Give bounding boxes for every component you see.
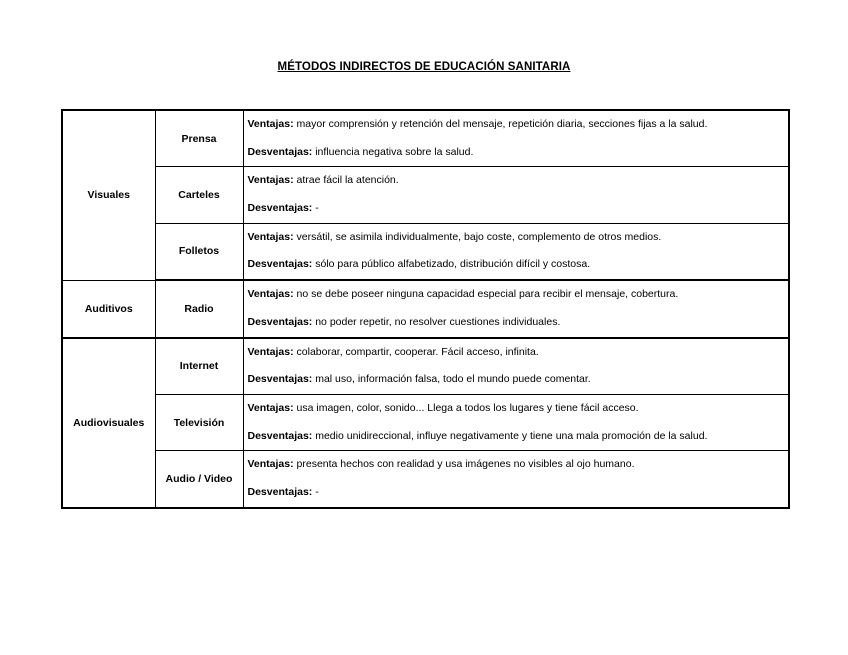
cons-label: Desventajas: <box>247 202 313 215</box>
details-cell <box>243 223 789 280</box>
table-row <box>62 110 789 167</box>
pros-label: Ventajas: <box>247 118 294 130</box>
pros-line <box>244 224 789 252</box>
cons-line <box>244 479 789 507</box>
pros-text: usa imagen, color, sonido... Llega a todos los lugares y tiene fácil acceso. <box>296 401 639 414</box>
methods-table <box>61 109 790 509</box>
pros-line <box>244 395 789 423</box>
pros-text: colaborar, compartir, cooperar. Fácil acceso, infinita. <box>296 345 539 358</box>
medium-cell: Audio / Video <box>155 451 243 508</box>
table-row <box>62 394 789 450</box>
cons-text: influencia negativa sobre la salud. <box>315 145 474 158</box>
cons-text: - <box>315 485 319 498</box>
cons-text: medio unidireccional, influye negativamente y tiene una mala promoción de la salud. <box>315 429 708 442</box>
pros-line <box>244 167 789 195</box>
pros-text: mayor comprensión y retención del mensaje, repetición diaria, secciones fijas a la salud. <box>296 118 708 130</box>
table-row <box>62 280 789 337</box>
cons-line <box>244 251 789 279</box>
details-cell <box>243 110 789 167</box>
cons-line <box>244 195 789 223</box>
pros-line <box>244 451 789 479</box>
pros-text: presenta hechos con realidad y usa imágenes no visibles al ojo humano. <box>296 458 635 471</box>
pros-line <box>244 111 789 139</box>
cons-label: Desventajas: <box>247 373 313 386</box>
cons-line <box>244 139 789 167</box>
cons-line <box>244 309 789 337</box>
category-cell: Auditivos <box>62 280 155 337</box>
pros-label: Ventajas: <box>247 288 294 301</box>
details-cell <box>243 451 789 508</box>
cons-text: mal uso, información falsa, todo el mundo puede comentar. <box>315 373 591 386</box>
medium-cell: Radio <box>155 280 243 337</box>
details-cell <box>243 167 789 223</box>
medium-cell: Carteles <box>155 167 243 223</box>
cons-label: Desventajas: <box>247 485 313 498</box>
pros-line <box>244 281 789 309</box>
page-title: MÉTODOS INDIRECTOS DE EDUCACIÓN SANITARIA <box>277 61 571 73</box>
category-cell: Audiovisuales <box>62 338 155 508</box>
cons-line <box>244 366 789 394</box>
pros-label: Ventajas: <box>247 230 294 243</box>
category-cell: Visuales <box>62 110 155 280</box>
medium-cell: Internet <box>155 338 243 395</box>
pros-label: Ventajas: <box>247 174 294 187</box>
pros-label: Ventajas: <box>247 401 294 414</box>
details-cell <box>243 338 789 395</box>
table-row <box>62 167 789 223</box>
table-row <box>62 338 789 395</box>
cons-label: Desventajas: <box>247 429 313 442</box>
cons-label: Desventajas: <box>247 145 313 158</box>
pros-text: versátil, se asimila individualmente, bajo coste, complemento de otros medios. <box>296 230 662 243</box>
table-row <box>62 451 789 508</box>
cons-label: Desventajas: <box>247 315 313 328</box>
pros-line <box>244 339 789 367</box>
pros-label: Ventajas: <box>247 458 294 471</box>
pros-text: atrae fácil la atención. <box>296 174 399 187</box>
cons-label: Desventajas: <box>247 258 313 271</box>
medium-cell: Folletos <box>155 223 243 280</box>
cons-line <box>244 423 789 451</box>
details-cell <box>243 394 789 450</box>
pros-text: no se debe poseer ninguna capacidad especial para recibir el mensaje, cobertura. <box>296 288 679 301</box>
pros-label: Ventajas: <box>247 345 294 358</box>
medium-cell: Televisión <box>155 394 243 450</box>
table-row <box>62 223 789 280</box>
cons-text: sólo para público alfabetizado, distribución difícil y costosa. <box>315 258 591 271</box>
medium-cell: Prensa <box>155 110 243 167</box>
cons-text: - <box>315 202 319 215</box>
details-cell <box>243 280 789 337</box>
cons-text: no poder repetir, no resolver cuestiones individuales. <box>315 315 561 328</box>
